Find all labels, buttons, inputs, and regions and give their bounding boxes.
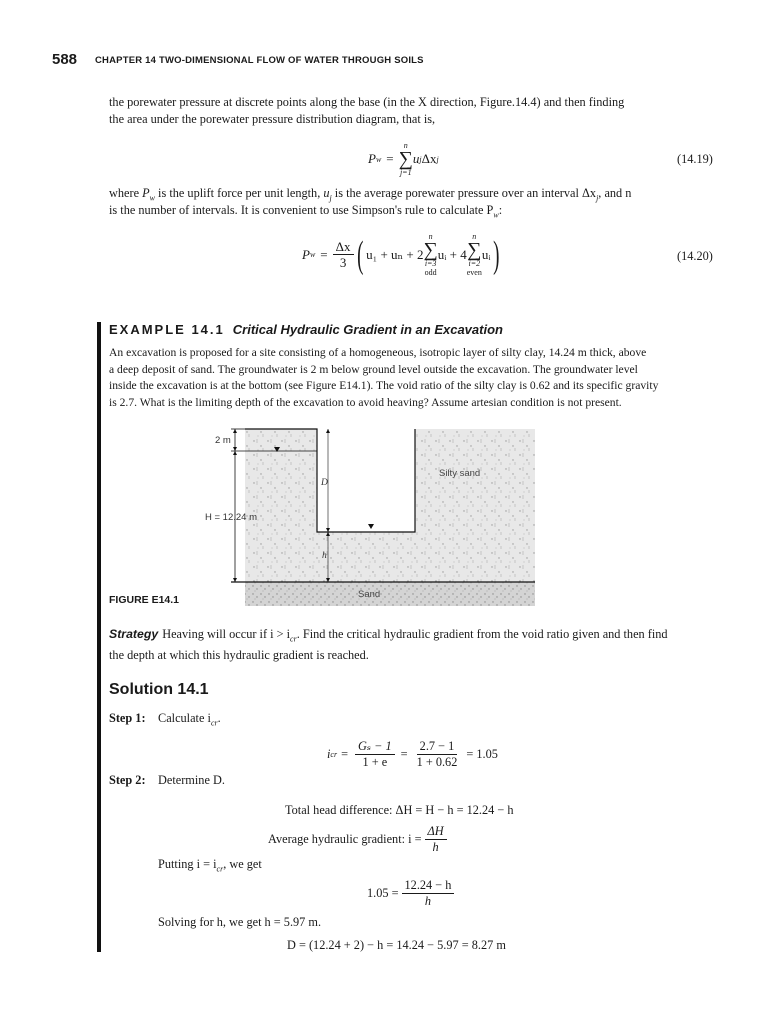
running-head: CHAPTER 14 TWO-DIMENSIONAL FLOW OF WATER THROUGH SOILS xyxy=(95,55,424,66)
silty-sand-label: Silty sand xyxy=(439,468,481,479)
example-sidebar-bar xyxy=(97,322,101,952)
equation-number-14-19: (14.19) xyxy=(677,152,713,166)
step-1-label: Step 1: xyxy=(109,711,146,725)
example-line-4: is 2.7. What is the limiting depth of the excavation to avoid heaving? Assume artesian condition is not present. xyxy=(109,395,622,409)
equation-number-14-20: (14.20) xyxy=(677,249,713,263)
step-2-label: Step 2: xyxy=(109,773,146,787)
equation-105: 1.05 = $\frac{12.24 - h}{h}$ xyxy=(367,878,457,909)
silty-sand-layer xyxy=(245,429,475,582)
dim-2m-label: 2 m xyxy=(215,435,231,446)
putting-line: Putting $i = i_{cr}$, we get xyxy=(158,857,262,874)
where-line-2: is the number of intervals. It is convenient to use Simpson's rule to calculate $P_w$: xyxy=(109,203,503,220)
dim-H-label: H = 12.24 m xyxy=(205,512,258,523)
where-line-1: where $P_w$ is the uplift force per unit length, $u_j$ is the average porewater pressure over an interval $\Delta x_j$, and n xyxy=(109,186,632,203)
figure-label: FIGURE E14.1 xyxy=(109,594,180,606)
strategy-line-2: the depth at which this hydraulic gradient is reached. xyxy=(109,648,369,663)
sand-layer xyxy=(245,582,535,606)
strategy-paragraph xyxy=(109,626,719,664)
example-line-2: a deep deposit of sand. The groundwater is 2 m below ground level outside the excavation. The groundwater level xyxy=(109,362,638,376)
step-1-text: Calculate $i_{cr}$. xyxy=(158,711,221,728)
sum-odd-symbol: n ∑ i=3 odd xyxy=(423,232,438,277)
head-difference-line: Total head difference: ΔH = H − h = 12.24 − h xyxy=(285,803,514,817)
equation-14-19: P w = n ∑ j=1 u j Δx j xyxy=(368,141,439,177)
dim-D-label: D xyxy=(321,478,328,488)
sum-symbol: n ∑ j=1 xyxy=(398,141,413,177)
equation-icr: i cr = $\frac{\text{Gₛ − 1}}{1 + e}$ = $\frac{2.7 - 1}{1 + 0.62}$ = 1.05 xyxy=(327,739,498,769)
intro-line-1: the porewater pressure at discrete points along the base (in the X direction, Figure.14.4) and then finding xyxy=(109,95,625,109)
step-2-text: Determine D. xyxy=(158,773,225,787)
intro-line-2: the area under the porewater pressure distribution diagram, that is, xyxy=(109,112,436,126)
sum-even-symbol: n ∑ i=2 even xyxy=(466,232,482,277)
page-number: 588 xyxy=(52,51,78,68)
final-result-line: D = (12.24 + 2) − h = 14.24 − 5.97 = 8.27 m xyxy=(287,938,506,952)
sand-label: Sand xyxy=(358,589,381,600)
example-line-1: An excavation is proposed for a site consisting of a homogeneous, isotropic layer of silty clay, 14.24 m thick, above xyxy=(109,346,647,359)
water-table-marker-inside xyxy=(368,524,374,529)
dim-h-label: h xyxy=(322,551,327,561)
solution-title: Solution 14.1 xyxy=(109,681,209,698)
example-line-3: inside the excavation is at the bottom (see Figure E14.1). The void ratio of the silty clay is 0.62 and its specific gravity xyxy=(109,379,659,392)
avg-gradient-line: Average hydraulic gradient: i = $\frac{\Delta H}{h}$ xyxy=(268,824,450,855)
equation-14-20: P w = $\frac{\Delta x}{3}$ ( u₁ + uₙ + 2 n ∑ i=3 odd uᵢ + 4 n ∑ i=2 even uᵢ ) xyxy=(302,232,500,277)
strategy-line-1: Strategy Heaving will occur if $i > i_{cr}$. Find the critical hydraulic gradient from the void ratio given and then find xyxy=(109,627,668,644)
solving-line: Solving for h, we get h = 5.97 m. xyxy=(158,915,322,929)
example-title: EXAMPLE 14.1 Critical Hydraulic Gradient in an Excavation xyxy=(109,322,503,337)
figure-e14-1 xyxy=(195,424,535,609)
